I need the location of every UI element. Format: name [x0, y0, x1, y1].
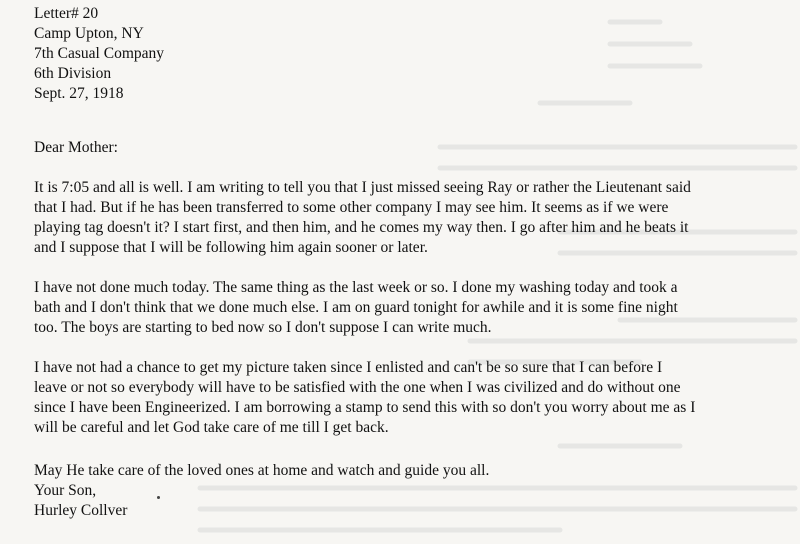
- closing-wish: May He take care of the loved ones at home and watch and guide you all.: [34, 462, 490, 479]
- letter-number: Letter# 20: [34, 5, 99, 22]
- paragraph-line: bath and I don't think that we done much else. I am on guard tonight for awhile and it is some fine night: [34, 299, 678, 316]
- paragraph-3: [34, 358, 695, 438]
- letter-company: 7th Casual Company: [34, 45, 165, 62]
- closing-sign-off: Your Son,: [34, 482, 97, 499]
- paragraph-line: I have not had a chance to get my picture taken since I enlisted and can't be so sure that I can before I: [34, 359, 663, 376]
- salutation-text: Dear Mother:: [34, 139, 118, 156]
- letter-heading: [34, 4, 164, 104]
- paragraph-line: playing tag doesn't it? I start first, and then him, and he comes my way then. I go after him and he beats it: [34, 219, 689, 236]
- paragraph-line: too. The boys are starting to bed now so I don't suppose I can write much.: [34, 319, 492, 336]
- paragraph-2: [34, 278, 678, 338]
- paragraph-line: and I suppose that I will be following him again sooner or later.: [34, 239, 428, 256]
- letter-division: 6th Division: [34, 65, 112, 82]
- paragraph-line: that I had. But if he has been transferred to some other company I may see him. It seems as if we were: [34, 199, 669, 216]
- paragraph-line: leave or not so everybody will have to be satisfied with the one when I was civilized and do without one: [34, 379, 681, 396]
- ink-speck: [157, 496, 160, 499]
- signature-name: Hurley Collver: [34, 502, 128, 519]
- paragraph-line: I have not done much today. The same thing as the last week or so. I done my washing today and took a: [34, 279, 678, 296]
- letter-date: Sept. 27, 1918: [34, 85, 124, 102]
- letter-closing: [34, 461, 489, 521]
- salutation: [34, 138, 118, 158]
- paragraph-line: It is 7:05 and all is well. I am writing to tell you that I just missed seeing Ray or rather the Lieutenant said: [34, 179, 691, 196]
- paragraph-line: since I have been Engineerized. I am borrowing a stamp to send this with so don't you worry about me as I: [34, 399, 696, 416]
- paragraph-line: will be careful and let God take care of me till I get back.: [34, 419, 389, 436]
- paragraph-1: [34, 178, 691, 258]
- letter-location: Camp Upton, NY: [34, 25, 144, 42]
